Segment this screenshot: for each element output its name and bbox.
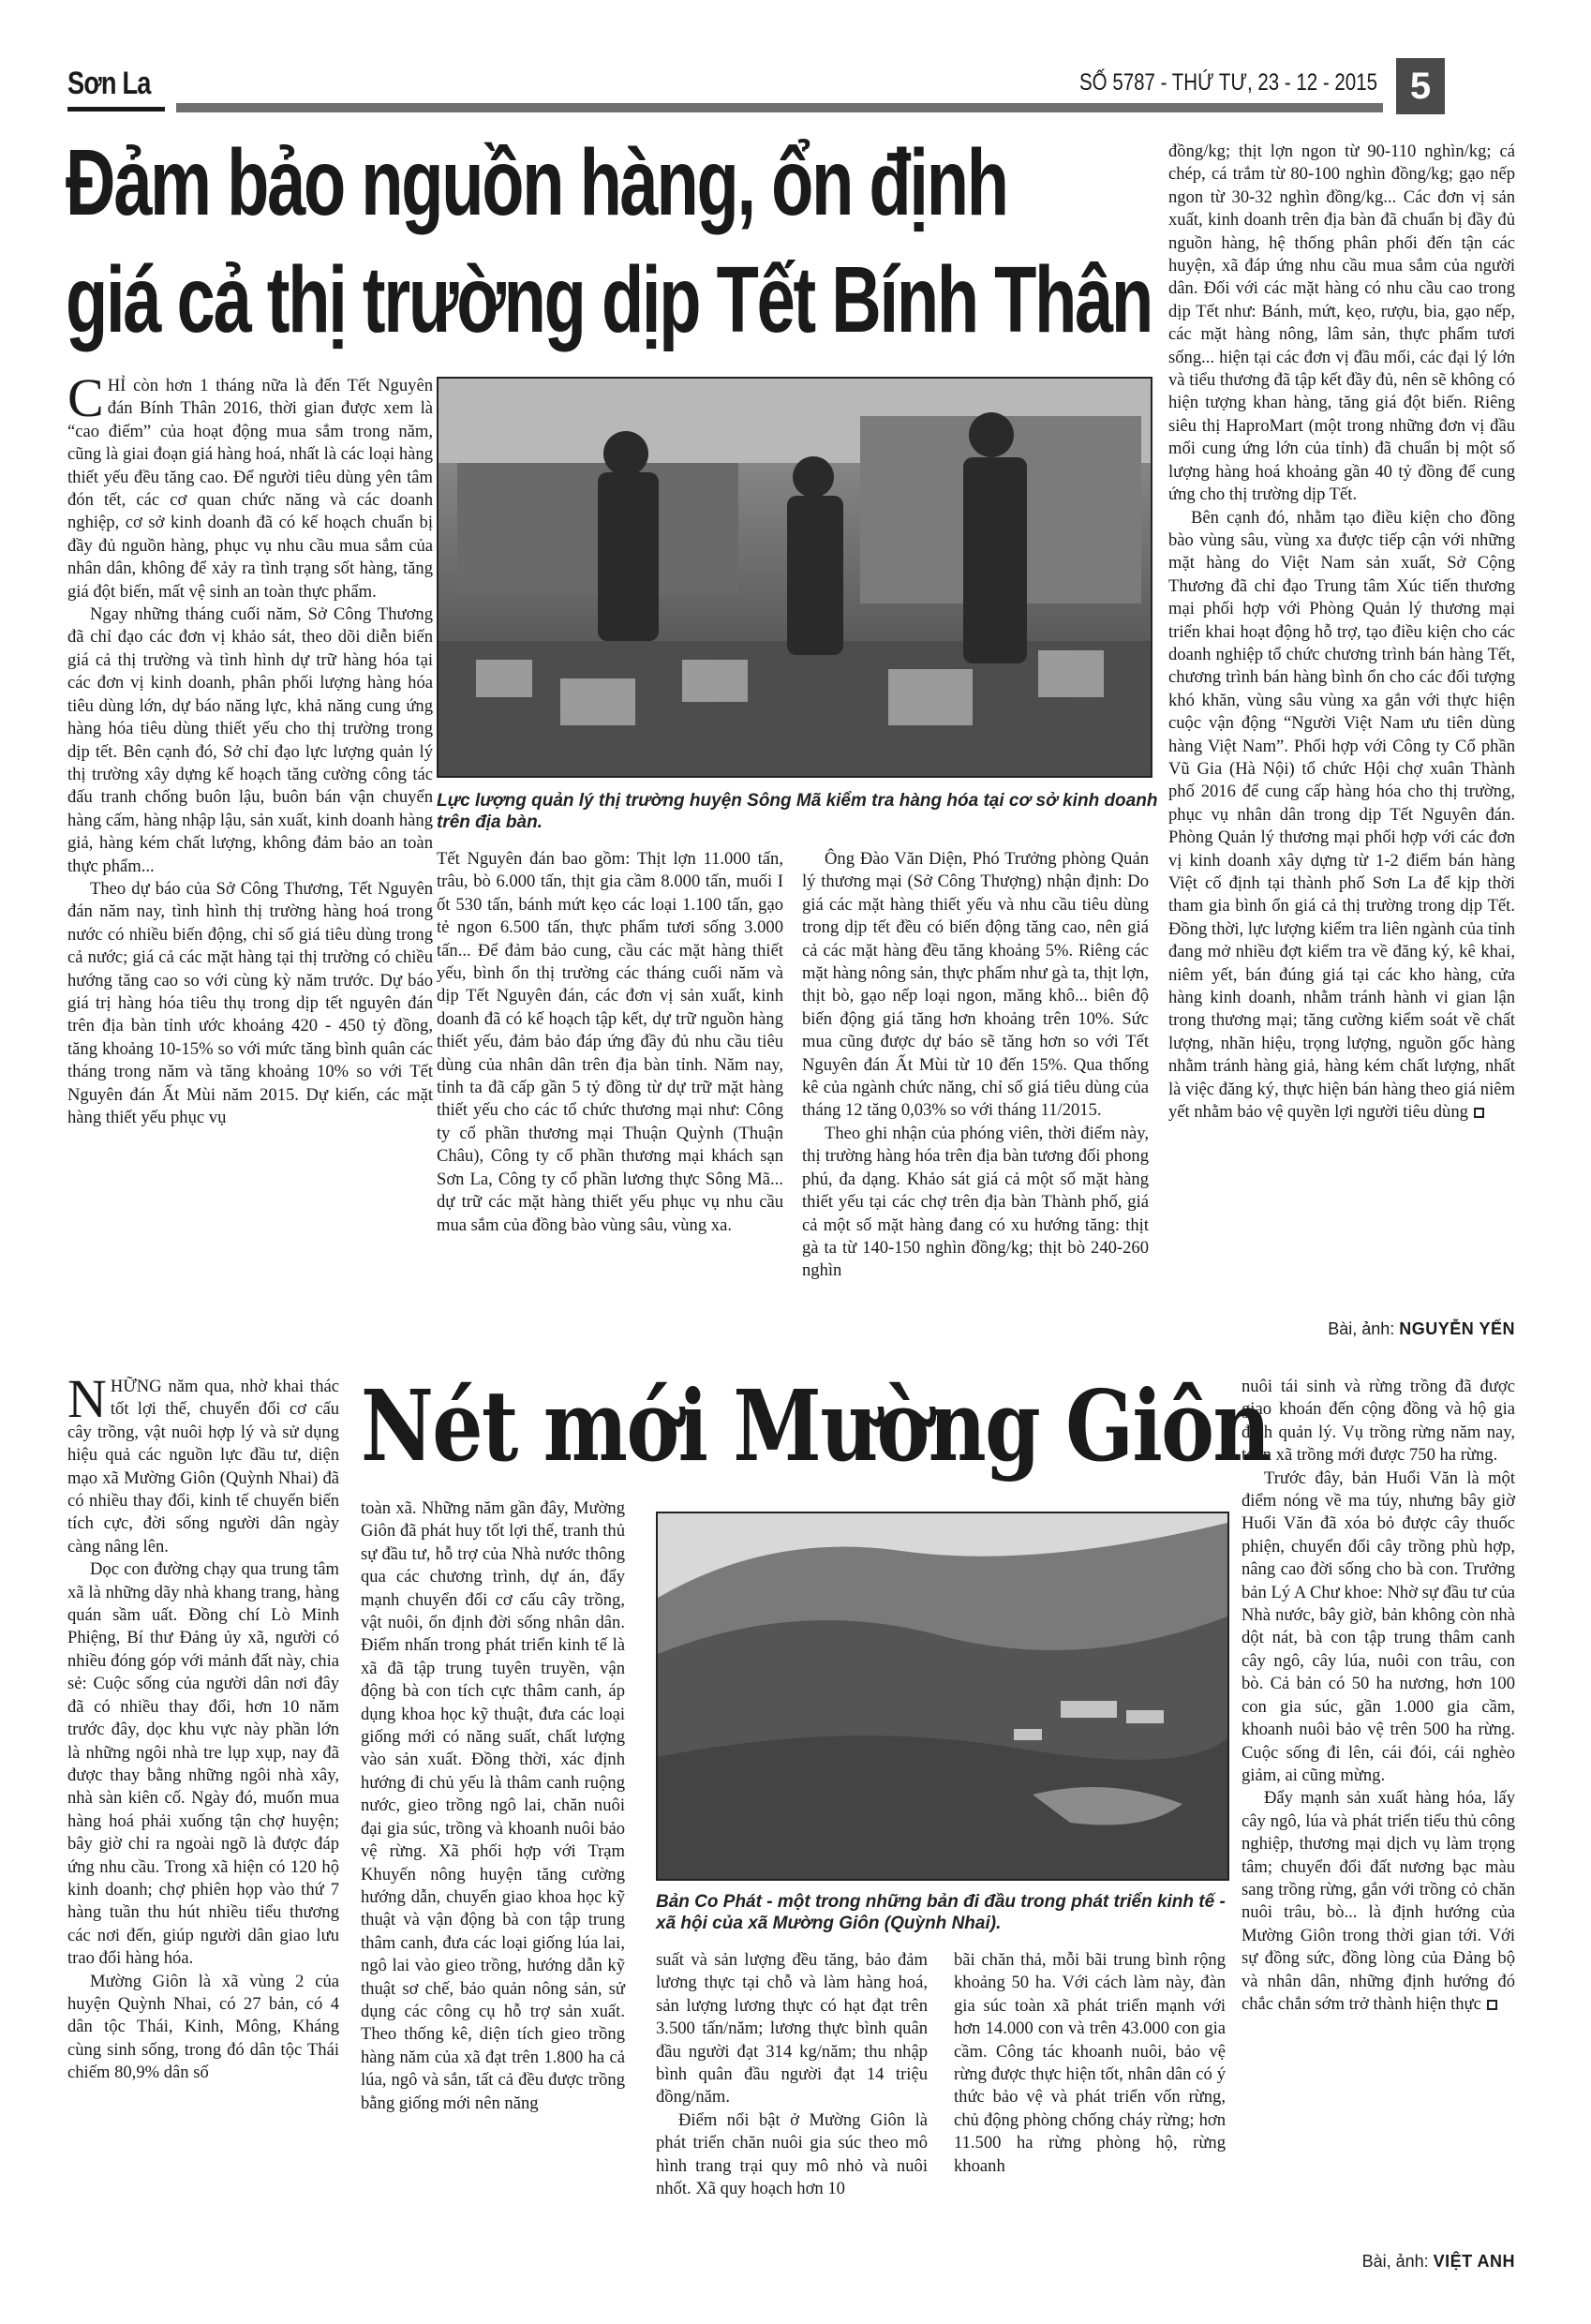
dropcap: N [67,1368,107,1429]
issue-info: SỐ 5787 - THỨ TƯ, 23 - 12 - 2015 [1079,69,1377,96]
article1-title-line2: giá cả thị trường dịp Tết Bính Thân [66,247,1152,352]
article1-column-3 [802,848,1149,1354]
paragraph: nuôi tái sinh và rừng trồng đã được giao khoán đến cộng đồng và hộ gia đình quản lý. Vụ trồng rừng năm nay, toàn xã trồng mới được 750 ha rừng. [1242,1377,1515,1466]
article1-column-1 [67,367,433,1359]
author-name: VIỆT ANH [1433,2252,1515,2271]
paragraph: Mường Giôn là xã vùng 2 của huyện Quỳnh Nhai, có 27 bản, có 4 dân tộc Thái, Kinh, Mông, Kháng cùng sinh sống, trong đó dân tộc Thái chiếm 80,9% dân số [67,1971,339,2083]
article1-byline: Bài, ảnh: NGUYỄN YẾN [1328,1319,1515,1338]
paragraph: Tết Nguyên đán bao gồm: Thịt lợn 11.000 tấn, trâu, bò 6.000 tấn, thịt gia cầm 8.000 tấn, muối I ốt 530 tấn, bánh mứt kẹo các loại 1.100 tấn, gạo tẻ ngon 6.500 tấn, thực phẩm tươi sống 3.000 tấn... Để đảm bảo cung, cầu các mặt hàng thiết yếu, bình ổn thị trường các tháng cuối năm và dịp Tết Nguyên đán, các đơn vị sản xuất, kinh doanh đã có kế hoạch tập kết, dự trữ nguồn hàng thiết yếu, đảm bảo đáp ứng đầy đủ nhu cầu tiêu dùng của nhân dân trên địa bàn tỉnh. Năm nay, tỉnh ta đã cấp gần 5 tỷ đồng từ dự trữ mặt hàng thiết yếu cho các tổ chức thương mại như: Công ty cổ phần thương mại Thuận Quỳnh (Thuận Châu), Công ty cổ phần thương mại khách sạn Sơn La, Công ty cổ phần lương thực Sông Mã... dự trữ các mặt hàng thiết yếu phục vụ nhu cầu mua sắm của đồng bào vùng sâu, vùng xa. [437,849,783,1235]
header-rule [176,103,1383,112]
article1-column-2 [437,848,783,1354]
article2-byline: Bài, ảnh: VIỆT ANH [1361,2252,1515,2271]
author-name: NGUYỄN YẾN [1399,1319,1515,1338]
paragraph: HỈ còn hơn 1 tháng nữa là đến Tết Nguyên đán Bính Thân 2016, thời gian được xem là “cao điểm” của hoạt động mua sắm trong năm, cũng là giai đoạn giá hàng hoá, nhất là các loại hàng thiết yếu đều tăng cao. Để người tiêu dùng yên tâm đón tết, các cơ quan chức năng và các doanh nghiệp, cơ sở kinh doanh đã có kế hoạch chuẩn bị đầy đủ nguồn hàng, phục vụ nhu cầu mua sắm của nhân dân, không để xảy ra tình trạng sốt hàng, tăng giá đột biến, mất vệ sinh an toàn thực phẩm. [67,376,433,602]
article1-title-line1: Đảm bảo nguồn hàng, ổn định [66,130,1007,235]
page-number: 5 [1396,58,1445,114]
village-landscape-photo [656,1512,1229,1881]
paragraph: Theo ghi nhận của phóng viên, thời điểm này, thị trường hàng hóa trên địa bàn tương đối phong phú, đa dạng. Khảo sát giá cả một số mặt hàng thiết yếu tại các chợ trên địa bàn Thành phố, giá cả một số mặt hàng đang có xu hướng tăng: thịt gà ta từ 140-150 nghìn đồng/kg; thịt bò 240-260 nghìn [802,1123,1149,1281]
paragraph: Ngay những tháng cuối năm, Sở Công Thương đã chỉ đạo các đơn vị khảo sát, theo dõi diễn biến giá cả thị trường và tình hình dự trữ hàng hóa tại các đơn vị kinh doanh, phân phối lượng hàng hóa tiêu dùng lớn, dự báo năng lực, khả năng cung ứng hàng hóa tiêu dùng thiết yếu cho thị trường trong dịp tết. Bên cạnh đó, Sở chỉ đạo lực lượng quản lý thị trường xây dựng kế hoạch tăng cường công tác đấu tranh chống buôn lậu, buôn bán vận chuyển hàng cấm, hàng nhập lậu, sản xuất, kinh doanh hàng giả, hàng kém chất lượng, không đảm bảo an toàn thực phẩm... [67,604,433,876]
paragraph: HỮNG năm qua, nhờ khai thác tốt lợi thế, chuyển đổi cơ cấu cây trồng, vật nuôi hợp lý và sử dụng hiệu quả các nguồn lực đầu tư, diện mạo xã Mường Giôn (Quỳnh Nhai) đã có nhiều thay đổi, kinh tế chuyển biến tích cực, đời sống người dân ngày càng nâng lên. [67,1377,339,1557]
paragraph: Dọc con đường chạy qua trung tâm xã là những dãy nhà khang trang, hàng quán sầm uất. Đồng chí Lò Minh Phiệng, Bí thư Đảng ủy xã, người có nhiều đóng góp với mảnh đất này, chia sẻ: Cuộc sống của người dân nơi đây đã có nhiều thay đổi, hơn 10 năm trước đây, dọc khu vực này phần lớn là những ngôi nhà tre lụp xụp, nay đã được thay bằng những ngôi nhà xây, nhà sàn kiên cố. Ngày đó, muốn mua hàng hoá phải xuống tận chợ huyện; bây giờ chỉ ra ngoài ngõ là được đáp ứng nhu cầu. Trong xã hiện có 120 hộ kinh doanh; chợ phiên họp vào thứ 7 hàng tuần thu hút nhiều tiểu thương các nơi đến, giúp người dân giao lưu trao đổi hàng hóa. [67,1559,339,1969]
paragraph: Điểm nổi bật ở Mường Giôn là phát triển chăn nuôi gia súc theo mô hình trang trại quy mô nhỏ và nuôi nhốt. Xã quy hoạch hơn 10 [656,2109,928,2199]
section-underline [67,107,165,112]
paragraph: Trước đây, bản Huổi Văn là một điểm nóng về ma túy, nhưng bây giờ Huổi Văn đã xóa bỏ được cây thuốc phiện, chuyển đổi cây trồng phù hợp, nâng cao đời sống cho bà con. Trưởng bản Lý A Chư khoe: Nhờ sự đầu tư của Nhà nước, bây giờ, bản không còn nhà dột nát, bà con tập trung thâm canh cây ngô, cây lúa, nuôi con trâu, con bò. Cả bản có 50 ha nương, hơn 100 con gia súc, gần 1.000 gia cầm, khoanh nuôi bảo vệ trên 500 ha rừng. Cuộc sống đi lên, cái đói, cái nghèo giảm, ai cũng mừng. [1242,1467,1515,1785]
section-name: Sơn La [67,66,151,101]
article2-column-3 [656,1949,928,2305]
article2-column-1 [67,1368,339,2303]
photo-caption: Lực lượng quản lý thị trường huyện Sông Mã kiểm tra hàng hóa tại cơ sở kinh doanh trên địa bàn. [437,791,1158,832]
paragraph: Đẩy mạnh sản xuất hàng hóa, lấy cây ngô, lúa và phát triển tiểu thủ công nghiệp, thương mại dịch vụ làm trọng tâm; chuyển đổi đất nương bạc màu sang trồng rừng, gắn với trồng cỏ chăn nuôi trâu, bò... là định hướng của Mường Giôn trong thời gian tới. Với sự đồng sức, đồng lòng của Đảng bộ và nhân dân, những định hướng đó chắc chắn sớm trở thành hiện thực [1242,1788,1515,2014]
dropcap: C [67,367,104,428]
paragraph: Bên cạnh đó, nhằm tạo điều kiện cho đồng bào vùng sâu, vùng xa được tiếp cận với những mặt hàng do Việt Nam sản xuất, Sở Cộng Thương đã chỉ đạo Trung tâm Xúc tiến thương mại phối hợp với Phòng Quản lý thương mại triển khai hoạt động hỗ trợ, tạo điều kiện cho các doanh nghiệp tổ chức chương trình bán hàng Tết, chương trình bán hàng bình ổn cho các đối tượng khó khăn, vùng sâu vùng xa gắn với thực hiện cuộc vận động “Người Việt Nam ưu tiên dùng hàng Việt Nam”. Phối hợp với Công ty Cổ phần Vũ Gia (Hà Nội) tổ chức Hội chợ xuân Thành phố 2016 để cung cấp hàng hóa cho thị trường, phục vụ nhân dân trong dịp Tết Nguyên đán. Phòng Quản lý thương mại phối hợp với các đơn vị kinh doanh xây dựng từ 1-2 điểm bán hàng Việt cố định tại thành phố Sơn La để kịp thời tham gia bình ổn giá cả thị trường trong dịp Tết. Đồng thời, lực lượng kiểm tra liên ngành của tỉnh đang mở nhiều đợt kiểm tra về đăng ký, kê khai, niêm yết, bán đúng giá tại các kho hàng, cửa hàng kinh doanh, nhằm tránh hành vi gian lận trong thương mại; tăng cường kiểm soát về chất lượng, nhãn hiệu, trọng lượng, nguồn gốc hàng nhằm tránh hàng giả, hàng kém chất lượng, nhất là việc đăng ký, thực hiện bán hàng theo giá niêm yết nhằm bảo vệ quyền lợi người tiêu dùng [1168,507,1515,1123]
article1-column-4 [1168,141,1515,1293]
article2-column-2 [361,1497,625,2303]
article2-column-5 [1242,1376,1515,2247]
paragraph: đồng/kg; thịt lợn ngon từ 90-110 nghìn/kg; cá chép, cá trắm từ 80-100 nghìn đồng/kg; gạo nếp ngon từ 30-32 nghìn đồng/kg... Các đơn vị sản xuất, kinh doanh trên địa bàn đã chuẩn bị đầy đủ nguồn hàng, hệ thống phân phối đến tận các huyện, xã đáp ứng nhu cầu mua sắm của người dân. Đối với các mặt hàng có nhu cầu cao trong dịp Tết như: Bánh, mứt, kẹo, rượu, bia, gạo nếp, các mặt hàng nông, lâm sản, thực phẩm tươi sống... hiện tại các đơn vị đầu mối, các đại lý lớn và tiểu thương đã tập kết đầy đủ, nên sẽ không có hiện tượng khan hàng, tăng giá đột biến. Riêng siêu thị HaproMart (một trong những đơn vị đầu mối cung ứng lớn của tỉnh) đã chuẩn bị một số lượng hàng hoá khoảng gần 40 tỷ đồng để cung ứng cho thị trường dịp Tết. [1168,142,1515,505]
paragraph: bãi chăn thả, mỗi bãi trung bình rộng khoảng 50 ha. Với cách làm này, đàn gia súc toàn xã phát triển mạnh với hơn 14.000 con và trên 43.000 con gia cầm. Công tác khoanh nuôi, bảo vệ rừng được thực hiện tốt, nhân dân có ý thức bảo vệ và phát triển vốn rừng, chủ động phòng chống cháy rừng; hơn 11.500 ha rừng phòng hộ, rừng khoanh [954,1950,1226,2176]
photo-caption: Bản Co Phát - một trong những bản đi đầu trong phát triển kinh tế - xã hội của xã Mường Giôn (Quỳnh Nhai). [656,1892,1226,1933]
paragraph: suất và sản lượng đều tăng, bảo đảm lương thực tại chỗ và làm hàng hoá, sản lượng lương thực có hạt đạt trên 3.500 tấn/năm; lương thực bình quân đầu người đạt 314 kg/năm; thu nhập bình quân đầu người đạt 14 triệu đồng/năm. [656,1950,928,2108]
paragraph: Theo dự báo của Sở Công Thương, Tết Nguyên đán năm nay, tình hình thị trường hàng hoá trong nước có nhiều biến động, chỉ số giá tiêu dùng trong cả nước; giá cả các mặt hàng tại thị trường có chiều hướng tăng cao so với cùng kỳ năm trước. Dự báo giá trị hàng hóa tiêu thụ trong dịp tết nguyên đán trên địa bàn tỉnh ước khoảng 420 - 450 tỷ đồng, tăng khoảng 10-15% so với mức tăng bình quân các tháng trong năm và tăng khoảng 10% so với Tết Nguyên đán Ất Mùi năm 2015. Dự kiến, các mặt hàng thiết yếu phục vụ [67,878,433,1127]
market-inspection-photo [437,377,1152,778]
paragraph: Ông Đào Văn Diện, Phó Trưởng phòng Quản lý thương mại (Sở Công Thượng) nhận định: Do giá các mặt hàng thiết yếu và nhu cầu tiêu dùng trong dịp tết đều có biến động tăng cao, nên giá cả các mặt hàng đều tăng khoảng 5%. Riêng các mặt hàng nông sản, thực phẩm như gà ta, thịt lợn, thịt bò, gạo nếp loại ngon, măng khô... biên độ biến động giá tăng hơn khoảng trên 10%. Sức mua cũng được dự báo sẽ tăng hơn so với Tết Nguyên đán Ất Mùi từ 10 đến 15%. Qua thống kê của ngành chức năng, chỉ số giá tiêu dùng của tháng 12 tăng 0,03% so với tháng 11/2015. [802,849,1149,1121]
end-mark-icon [1474,1108,1484,1118]
end-mark-icon [1487,2000,1497,2010]
photo-illustration [658,1513,1227,1879]
article2-column-4 [954,1949,1226,2305]
paragraph: toàn xã. Những năm gần đây, Mường Giôn đã phát huy tốt lợi thế, tranh thủ sự đầu tư, hỗ trợ của Nhà nước thông qua các chương trình, dự án, đẩy mạnh chuyển đổi cơ cấu cây trồng, vật nuôi, ổn định đời sống nhân dân. Điểm nhấn trong phát triển kinh tế là xã đã tập trung tuyên truyền, vận động bà con tích cực thâm canh, áp dụng khoa học kỹ thuật, đưa các loại giống mới có năng suất, chất lượng vào sản xuất. Đồng thời, xác định hướng đi chủ yếu là thâm canh ruộng nước, gieo trồng ngô lai, chăn nuôi đại gia súc, trồng và khoanh nuôi bảo vệ rừng. Xã phối hợp với Trạm Khuyến nông huyện tăng cường hướng dẫn, chuyển giao khoa học kỹ thuật và vận động bà con tập trung thâm canh, đưa các loại giống lúa lai, ngô lai vào gieo trồng, hướng dẫn kỹ thuật sơ chế, bảo quản nông sản, sử dụng các công cụ hỗ trợ sản xuất. Theo thống kê, diện tích gieo trồng hàng năm của xã đạt trên 1.800 ha cả lúa, ngô và sắn, tất cả đều được trồng bằng giống mới nên năng [361,1498,625,2113]
photo-illustration [439,379,1151,776]
article2-title: Nét mới Mường Giôn [361,1368,1270,1483]
